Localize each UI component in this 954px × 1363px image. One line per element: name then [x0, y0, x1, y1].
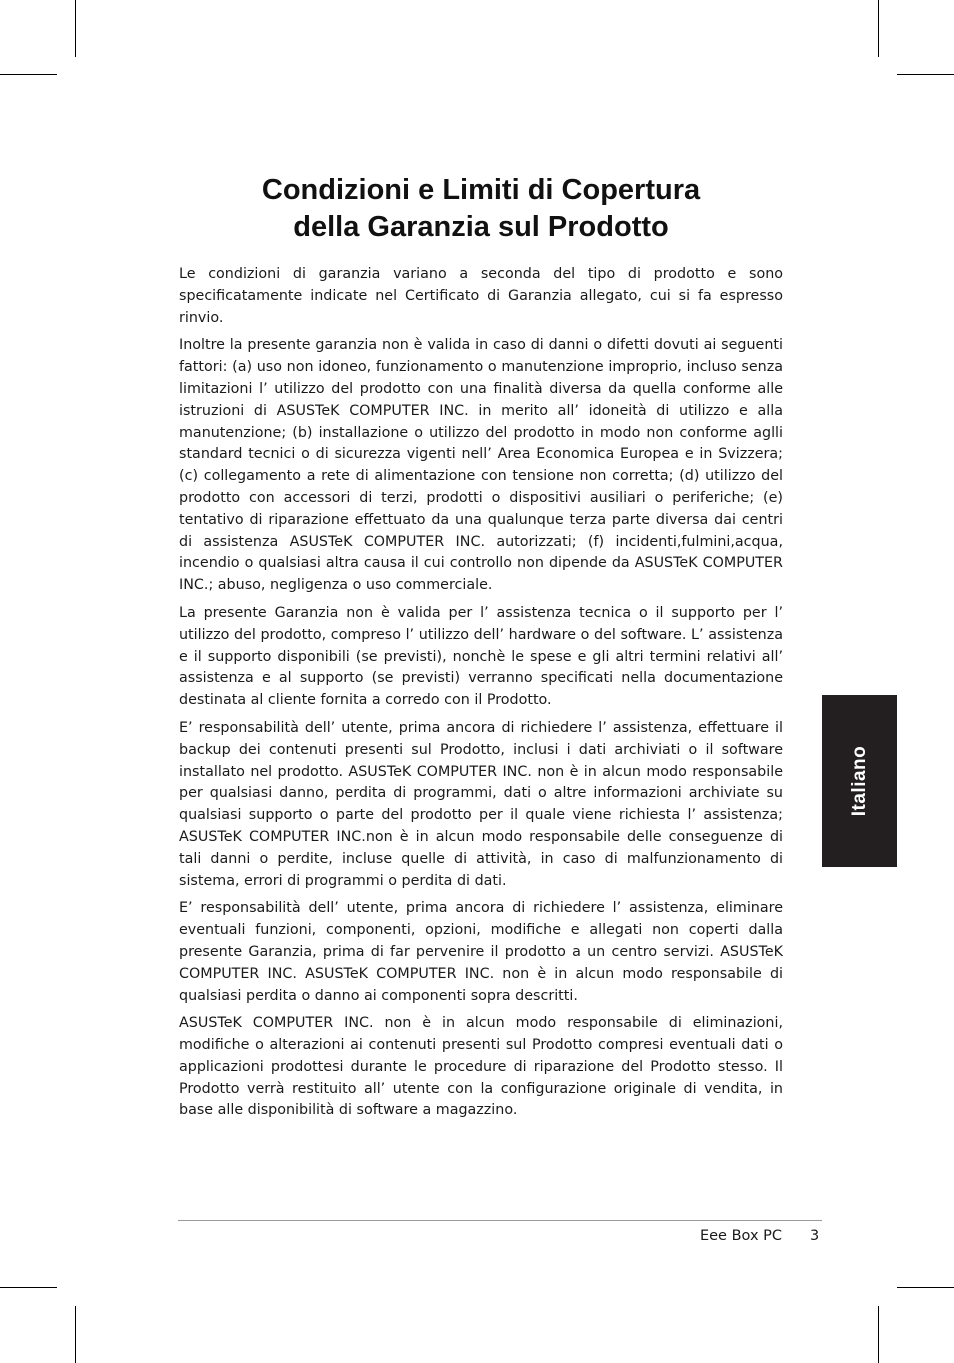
crop-mark-top-right-horizontal [897, 74, 954, 75]
language-tab [822, 695, 897, 867]
language-tab-label: Italiano [848, 745, 870, 817]
page-title-line-2: della Garanzia sul Prodotto [293, 211, 669, 243]
crop-mark-bottom-right-vertical [878, 1306, 879, 1363]
page-title-line-1: Condizioni e Limiti di Copertura [261, 174, 701, 206]
paragraph-exclusions: Inoltre la presente garanzia non è valida in caso di danni o difetti dovuti ai seguenti fattori: (a) uso non idoneo, funzionamento o manutenzione improprio, incluso senza limitazioni l’ utilizzo del prodotto con una finalità diversa da quella conforme alle istruzioni di ASUSTeK COMPUTER INC. in merito all’ idoneità di utilizzo e alla manutenzione; (b) installazione o utilizzo del prodotto in modo non conforme aglli standard tecnici o di sicurezza vigenti nell’ Area Economica Europea e in Svizzera; (c) collegamento a rete di alimentazione con tensione non corretta; (d) utilizzo del prodotto con accessori di terzi, prodotti o dispositivi ausiliari o periferiche; (e) tentativo di riparazione effettuato da una qualunque terza parte diversa dai centri di assistenza ASUSTeK COMPUTER INC. autorizzati; (f) incidenti,fulmini,acqua, incendio o qualsiasi altra causa il cui controllo non dipende da ASUSTeK COMPUTER INC.; abuso, negligenza o uso commerciale. [179, 337, 783, 594]
paragraph-remove-components: E’ responsabilità dell’ utente, prima ancora di richiedere l’ assistenza, eliminare eventuali funzioni, componenti, opzioni, modifiche e allegati non coperti dalla presente Garanzia, prima di far pervenire il prodotto a un centro servizi. ASUSTeK COMPUTER INC. ASUSTeK COMPUTER INC. non è in alcun modo responsabile di qualsiasi perdita o danno ai componenti sopra descritti. [179, 900, 783, 1004]
footer-divider [178, 1220, 822, 1221]
paragraph-technical-support: La presente Garanzia non è valida per l’ assistenza tecnica o il supporto per l’ utilizzo del prodotto, compreso l’ utilizzo dell’ hardware o del software. L’ assistenza e il supporto disponibili (se previsti), nonchè le spese e gli altri termini relativi all’ assistenza e al supporto (se previsti) verranno specificati nella documentazione destinata al cliente fornita a corredo con il Prodotto. [179, 604, 783, 709]
crop-mark-bottom-left-horizontal [0, 1287, 57, 1288]
page-title [170, 172, 792, 246]
footer-product-name: Eee Box PC [699, 1228, 782, 1244]
paragraph-backup-responsibility: E’ responsabilità dell’ utente, prima ancora di richiedere l’ assistenza, effettuare il backup dei contenuti presenti sul Prodotto, inclusi i dati archiviati o il software installato nel prodotto. ASUSTeK COMPUTER INC. non è in alcun modo responsabile per qualsiasi danno, perdita di programmi, dati o altre informazioni archiviate su qualsiasi supporto o parte del prodotto per il quale viene richiesta l’ assistenza; ASUSTeK COMPUTER INC.non è in alcun modo responsabile delle conseguenze di tali danni o perdite, incluse quelle di attività, in caso di malfunzionamento di sistema, errori di programmi o perdita di dati. [179, 719, 783, 889]
crop-mark-top-left-horizontal [0, 74, 57, 75]
crop-mark-top-left-vertical [75, 0, 76, 57]
body-text [179, 264, 783, 1128]
crop-mark-bottom-left-vertical [75, 1306, 76, 1363]
paragraph-warranty-conditions: Le condizioni di garanzia variano a seconda del tipo di prodotto e sono specificatamente indicate nel Certificato di Garanzia allegato, cui si fa espresso rinvio. [179, 266, 783, 326]
page-number: 3 [810, 1228, 820, 1244]
crop-mark-top-right-vertical [878, 0, 879, 57]
paragraph-content-alterations: ASUSTeK COMPUTER INC. non è in alcun modo responsabile di eliminazioni, modifiche o alterazioni ai contenuti presenti sul Prodotto compresi eventuali dati o applicazioni prodottesi durante le procedure di riparazione del Prodotto stesso. Il Prodotto verrà restituito all’ utente con la configurazione originale di vendita, in base alle disponibilità di software a magazzino. [179, 1015, 783, 1119]
crop-mark-bottom-right-horizontal [897, 1287, 954, 1288]
